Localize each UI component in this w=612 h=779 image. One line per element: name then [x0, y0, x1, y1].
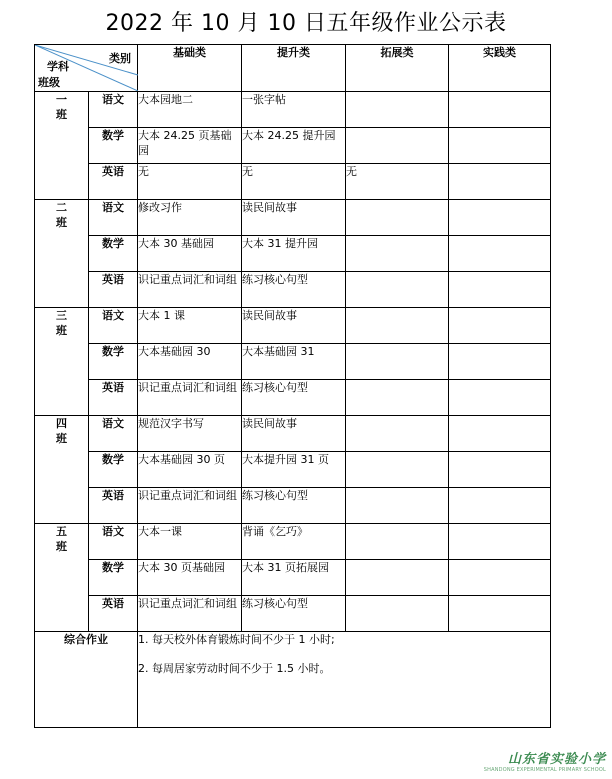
- subject-cell: 英语: [89, 164, 138, 200]
- homework-cell-extend: [346, 236, 449, 272]
- homework-cell-improve: 练习核心句型: [242, 488, 346, 524]
- subject-cell: 英语: [89, 380, 138, 416]
- class-name-cell: 三 班: [35, 308, 89, 416]
- homework-cell-basic: 大本基础园 30 页: [138, 452, 242, 488]
- homework-cell-basic: 无: [138, 164, 242, 200]
- homework-cell-basic: 大本 30 基础园: [138, 236, 242, 272]
- homework-cell-extend: [346, 200, 449, 236]
- homework-cell-basic: 规范汉字书写: [138, 416, 242, 452]
- corner-label-category: 类别: [109, 52, 131, 65]
- table-row: [35, 524, 551, 560]
- homework-cell-basic: 大本 24.25 页基础园: [138, 128, 242, 164]
- column-header-practice: 实践类: [449, 45, 551, 92]
- column-header-basic: 基础类: [138, 45, 242, 92]
- class-name-cell: 四 班: [35, 416, 89, 524]
- homework-cell-improve: 读民间故事: [242, 200, 346, 236]
- homework-cell-improve: 大本 24.25 提升园: [242, 128, 346, 164]
- corner-label-class: 班级: [38, 76, 60, 89]
- homework-cell-improve: 背诵《乞巧》: [242, 524, 346, 560]
- table-row: [35, 488, 551, 524]
- subject-cell: 数学: [89, 560, 138, 596]
- homework-cell-extend: 无: [346, 164, 449, 200]
- subject-cell: 语文: [89, 308, 138, 344]
- homework-cell-practice: [449, 524, 551, 560]
- homework-cell-basic: 大本基础园 30: [138, 344, 242, 380]
- subject-cell: 数学: [89, 236, 138, 272]
- homework-cell-basic: 识记重点词汇和词组: [138, 488, 242, 524]
- table-row: [35, 200, 551, 236]
- table-row: [35, 344, 551, 380]
- homework-cell-basic: 大本一课: [138, 524, 242, 560]
- homework-cell-extend: [346, 416, 449, 452]
- summary-item: 1. 每天校外体育锻炼时间不少于 1 小时;: [138, 633, 335, 646]
- class-name-cell: 二 班: [35, 200, 89, 308]
- table-row: [35, 272, 551, 308]
- table-row: [35, 92, 551, 128]
- homework-cell-practice: [449, 596, 551, 632]
- table-row: [35, 380, 551, 416]
- homework-cell-practice: [449, 200, 551, 236]
- homework-cell-basic: 识记重点词汇和词组: [138, 272, 242, 308]
- homework-cell-basic: 识记重点词汇和词组: [138, 596, 242, 632]
- homework-cell-basic: 大本 1 课: [138, 308, 242, 344]
- homework-cell-improve: 练习核心句型: [242, 272, 346, 308]
- subject-cell: 数学: [89, 128, 138, 164]
- homework-cell-extend: [346, 344, 449, 380]
- table-row: [35, 416, 551, 452]
- subject-cell: 语文: [89, 92, 138, 128]
- school-logo: [484, 748, 606, 773]
- table-row: [35, 128, 551, 164]
- homework-cell-extend: [346, 560, 449, 596]
- homework-cell-improve: 大本提升园 31 页: [242, 452, 346, 488]
- subject-cell: 英语: [89, 488, 138, 524]
- homework-cell-improve: 大本 31 提升园: [242, 236, 346, 272]
- subject-cell: 数学: [89, 452, 138, 488]
- homework-cell-basic: 识记重点词汇和词组: [138, 380, 242, 416]
- column-header-extend: 拓展类: [346, 45, 449, 92]
- homework-cell-practice: [449, 92, 551, 128]
- homework-cell-practice: [449, 164, 551, 200]
- homework-cell-practice: [449, 272, 551, 308]
- homework-cell-extend: [346, 380, 449, 416]
- homework-cell-improve: 大本 31 页拓展园: [242, 560, 346, 596]
- homework-cell-extend: [346, 272, 449, 308]
- homework-cell-improve: 练习核心句型: [242, 596, 346, 632]
- homework-cell-extend: [346, 452, 449, 488]
- homework-cell-extend: [346, 128, 449, 164]
- homework-table: [34, 44, 551, 728]
- homework-cell-extend: [346, 524, 449, 560]
- homework-cell-improve: 读民间故事: [242, 308, 346, 344]
- homework-cell-practice: [449, 452, 551, 488]
- summary-item: 2. 每周居家劳动时间不少于 1.5 小时。: [138, 662, 331, 675]
- homework-cell-practice: [449, 488, 551, 524]
- class-name-cell: 一 班: [35, 92, 89, 200]
- school-logo-subtitle: SHANDONG EXPERIMENTAL PRIMARY SCHOOL: [483, 767, 606, 773]
- homework-cell-extend: [346, 92, 449, 128]
- homework-cell-extend: [346, 488, 449, 524]
- table-row: [35, 308, 551, 344]
- summary-content: [138, 632, 551, 728]
- homework-cell-practice: [449, 128, 551, 164]
- header-corner-cell: [35, 45, 138, 92]
- subject-cell: 英语: [89, 272, 138, 308]
- subject-cell: 数学: [89, 344, 138, 380]
- homework-cell-improve: 无: [242, 164, 346, 200]
- homework-cell-extend: [346, 596, 449, 632]
- table-row: [35, 452, 551, 488]
- class-name-cell: 五 班: [35, 524, 89, 632]
- table-row: [35, 164, 551, 200]
- table-row: [35, 596, 551, 632]
- subject-cell: 语文: [89, 524, 138, 560]
- summary-label: 综合作业: [35, 632, 138, 728]
- homework-cell-practice: [449, 380, 551, 416]
- column-header-improve: 提升类: [242, 45, 346, 92]
- homework-cell-practice: [449, 416, 551, 452]
- subject-cell: 语文: [89, 416, 138, 452]
- homework-cell-practice: [449, 344, 551, 380]
- homework-cell-improve: 大本基础园 31: [242, 344, 346, 380]
- subject-cell: 语文: [89, 200, 138, 236]
- subject-cell: 英语: [89, 596, 138, 632]
- homework-cell-improve: 读民间故事: [242, 416, 346, 452]
- homework-cell-improve: 练习核心句型: [242, 380, 346, 416]
- homework-cell-basic: 大本 30 页基础园: [138, 560, 242, 596]
- homework-cell-practice: [449, 236, 551, 272]
- school-logo-text: 山东省实验小学: [507, 752, 606, 767]
- table-row: [35, 236, 551, 272]
- corner-label-subject: 学科: [47, 60, 69, 73]
- homework-cell-practice: [449, 560, 551, 596]
- homework-cell-improve: 一张字帖: [242, 92, 346, 128]
- homework-cell-basic: 大本园地二: [138, 92, 242, 128]
- table-row: [35, 560, 551, 596]
- page-title: 2022 年 10 月 10 日五年级作业公示表: [105, 11, 507, 36]
- homework-cell-basic: 修改习作: [138, 200, 242, 236]
- homework-cell-extend: [346, 308, 449, 344]
- homework-cell-practice: [449, 308, 551, 344]
